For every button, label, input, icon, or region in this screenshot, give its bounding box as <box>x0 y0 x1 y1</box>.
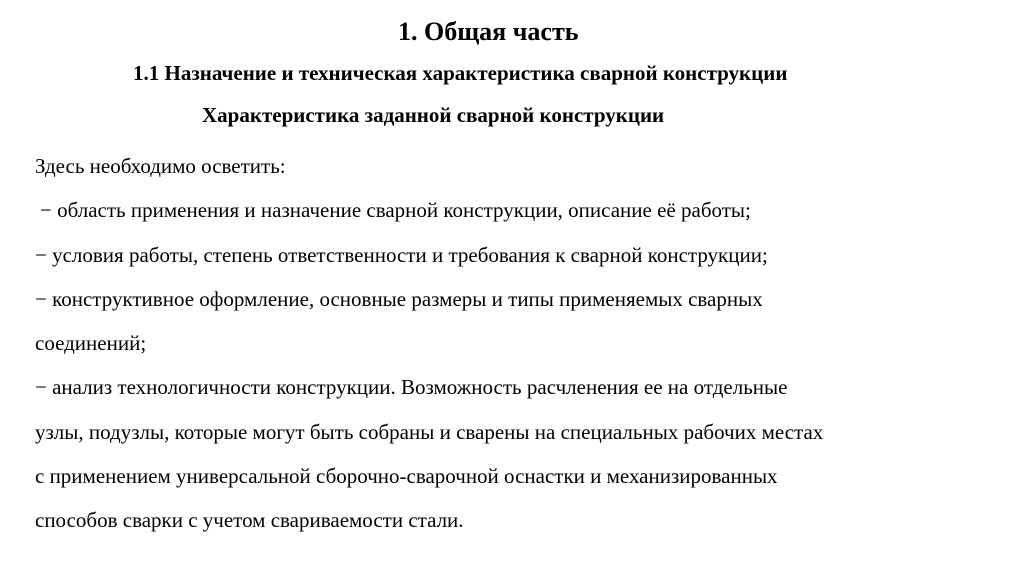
list-item-analysis-continued-2: с применением универсальной сборочно-сварочной оснастки и механизированных <box>35 464 778 489</box>
list-item-analysis-continued-3: способов сварки с учетом свариваемости стали. <box>35 508 464 533</box>
list-item-analysis: − анализ технологичности конструкции. Возможность расчленения ее на отдельные <box>35 375 788 400</box>
intro-line: Здесь необходимо осветить: <box>35 154 286 178</box>
main-heading: 1. Общая часть <box>398 17 579 46</box>
section-heading: Характеристика заданной сварной конструкции <box>202 103 665 127</box>
body-text <box>35 144 1005 543</box>
list-item-analysis-continued-1: узлы, подузлы, которые могут быть собраны и сварены на специальных рабочих местах <box>35 419 824 444</box>
list-item-design: − конструктивное оформление, основные размеры и типы применяемых сварных <box>35 286 763 311</box>
list-item-scope: − область применения и назначение сварной конструкции, описание её работы; <box>40 198 751 223</box>
subsection-heading: 1.1 Назначение и техническая характеристика сварной конструкции <box>133 61 788 85</box>
list-item-conditions: − условия работы, степень ответственности и требования к сварной конструкции; <box>35 242 768 267</box>
list-item-design-continued: соединений; <box>35 331 147 356</box>
